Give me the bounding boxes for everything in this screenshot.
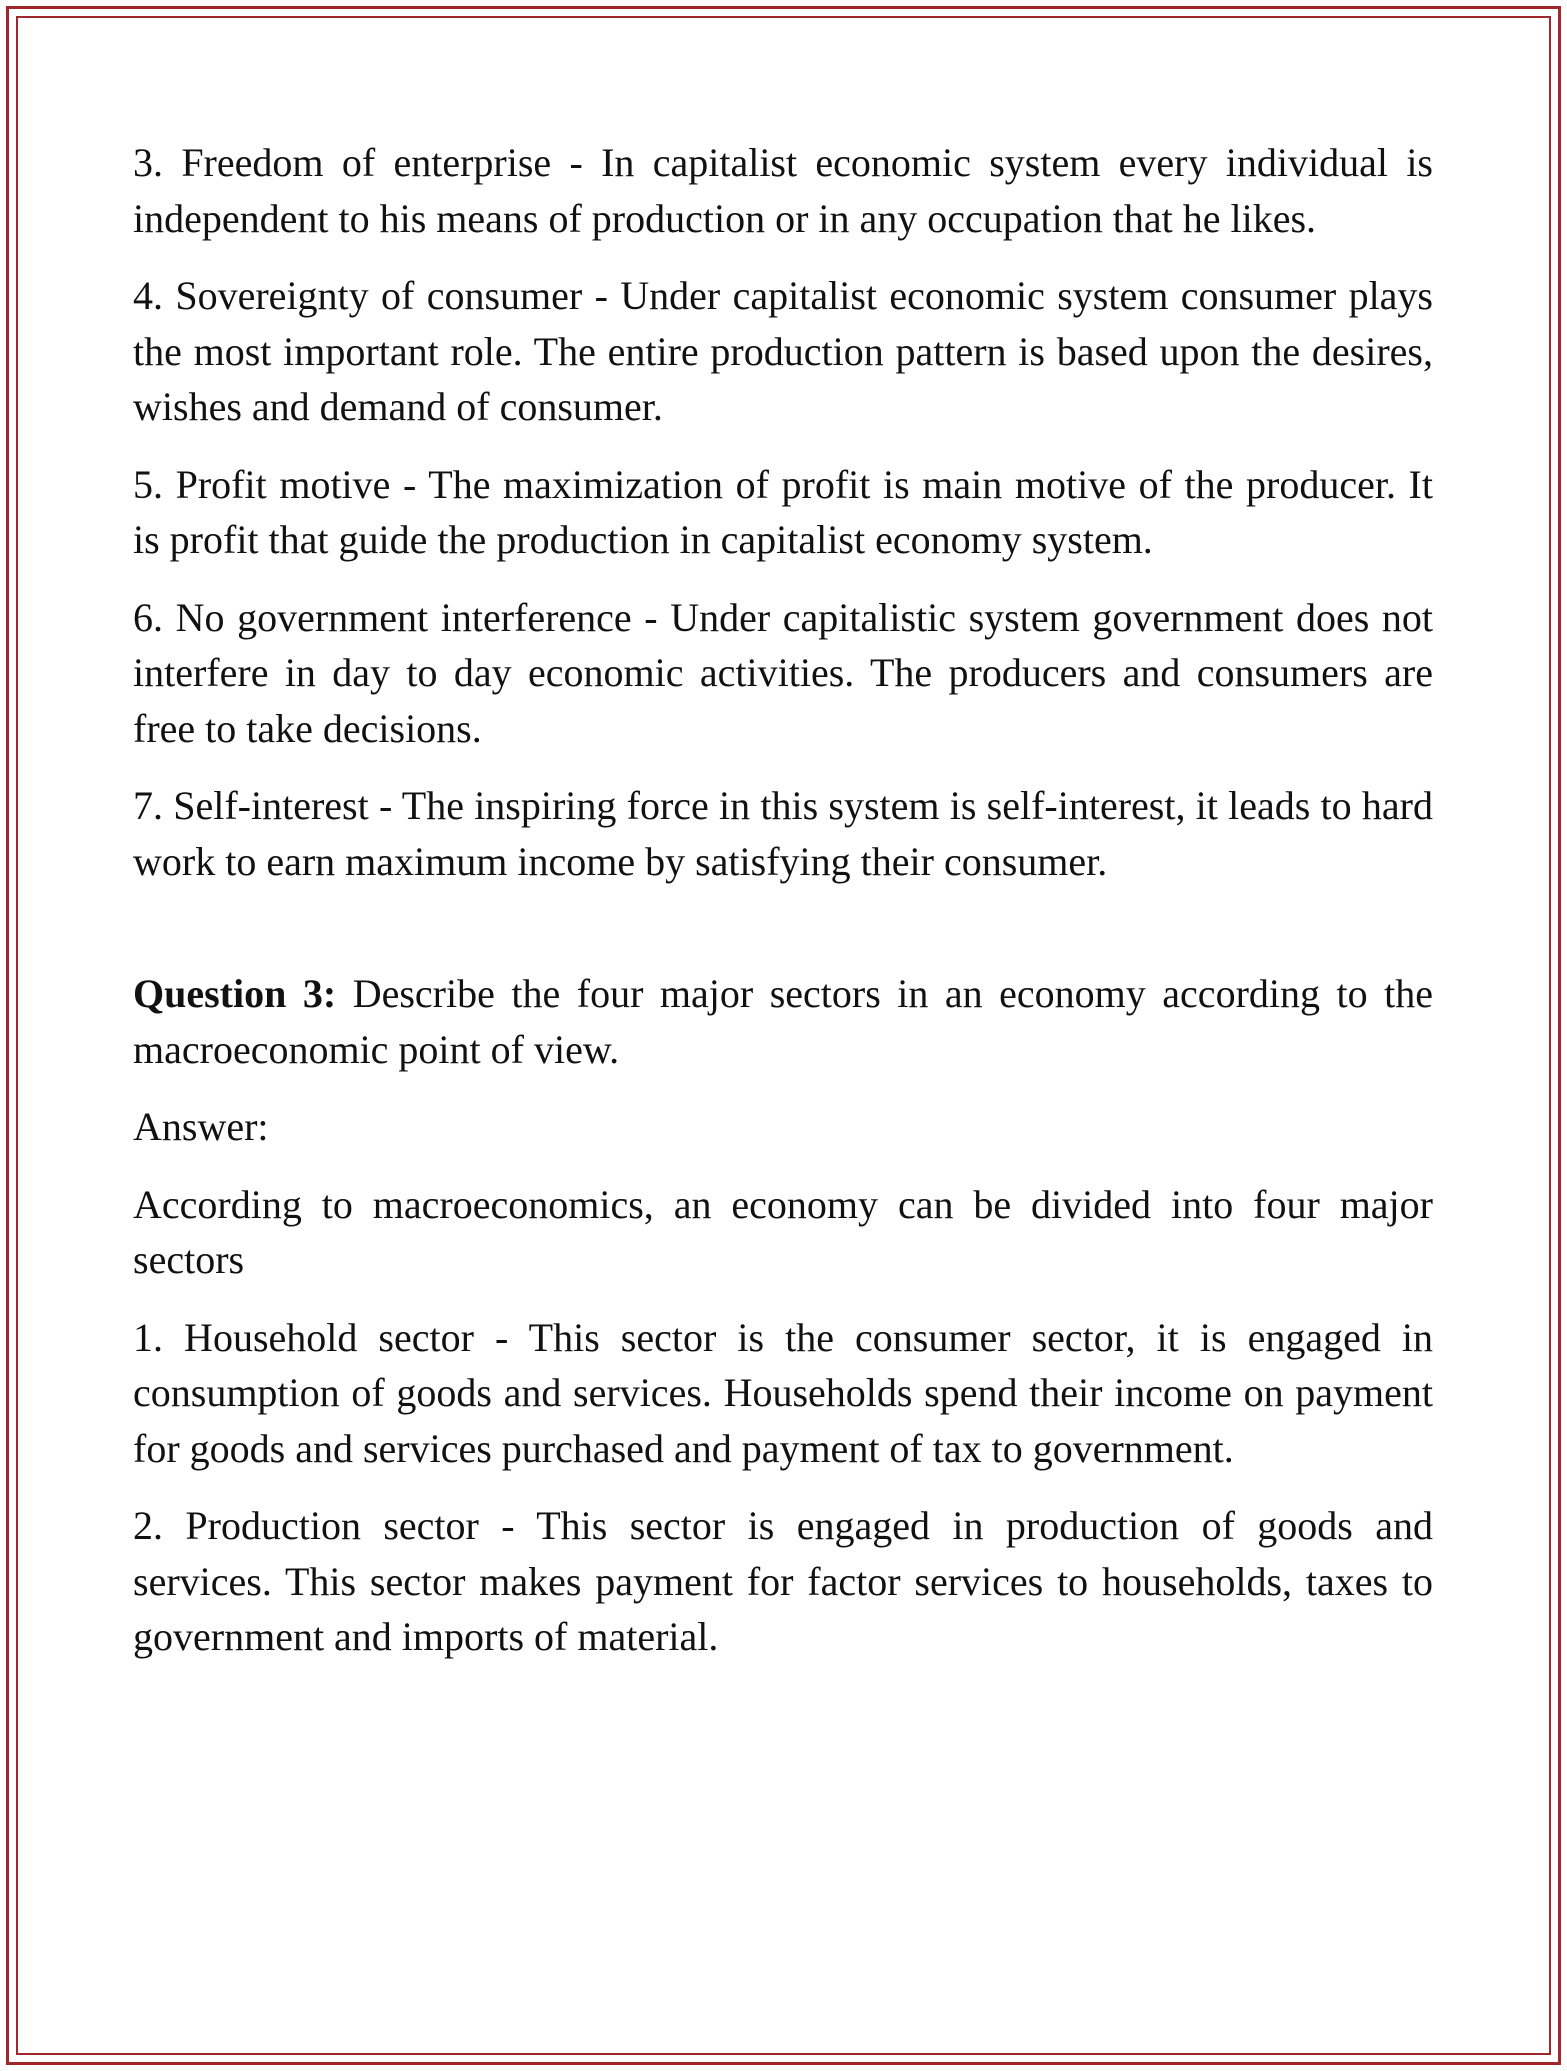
point-text: - Under capitalist economic system consumer plays the most important role. The entire production pattern is based upon the desires, wishes and demand of consumer. [133, 273, 1434, 429]
point-label: 4. Sovereignty of consumer [133, 273, 583, 318]
sector-label: 2. Production sector [133, 1503, 479, 1548]
point-label: 7. Self-interest [133, 783, 369, 828]
sector-text: - This sector is engaged in production of goods and services. This sector makes payment for factor services to households, taxes to government and imports of material. [133, 1503, 1433, 1659]
point-label: 6. No government interference [133, 594, 632, 640]
point-freedom-of-enterprise [133, 135, 1433, 246]
sector-household [133, 1310, 1433, 1477]
sector-production [133, 1498, 1433, 1665]
section-spacer [133, 911, 1433, 966]
question-label: Question 3: [133, 971, 337, 1016]
document-body [133, 135, 1433, 1687]
sector-text: - This sector is the consumer sector, it is engaged in consumption of goods and services. Households spend their income on payment for goods and services purchased and payment of tax to government. [133, 1314, 1433, 1471]
point-label: 5. Profit motive [133, 461, 391, 507]
point-text: - In capitalist economic system every individual is independent to his means of production or in any occupation that he likes. [133, 140, 1433, 241]
sector-label: 1. Household sector [133, 1314, 474, 1360]
point-no-government-interference [133, 590, 1433, 757]
answer-intro: According to macroeconomics, an economy can be divided into four major sectors [133, 1181, 1433, 1282]
answer-label: Answer: [133, 1104, 269, 1149]
point-self-interest [133, 778, 1433, 889]
point-profit-motive [133, 457, 1433, 568]
point-text: - Under capitalistic system government does not interfere in day to day economic activities. The producers and consumers are free to take decisions. [133, 594, 1433, 751]
point-text: - The inspiring force in this system is self-interest, it leads to hard work to earn maximum income by satisfying their consumer. [133, 783, 1433, 884]
point-label: 3. Freedom of enterprise [133, 140, 552, 185]
point-text: - The maximization of profit is main motive of the producer. It is profit that guide the production in capitalist economy system. [133, 461, 1433, 562]
question-text: Describe the four major sectors in an economy according to the macroeconomic point of view. [133, 971, 1433, 1072]
point-sovereignty-of-consumer [133, 268, 1433, 435]
question-3 [133, 966, 1433, 1077]
